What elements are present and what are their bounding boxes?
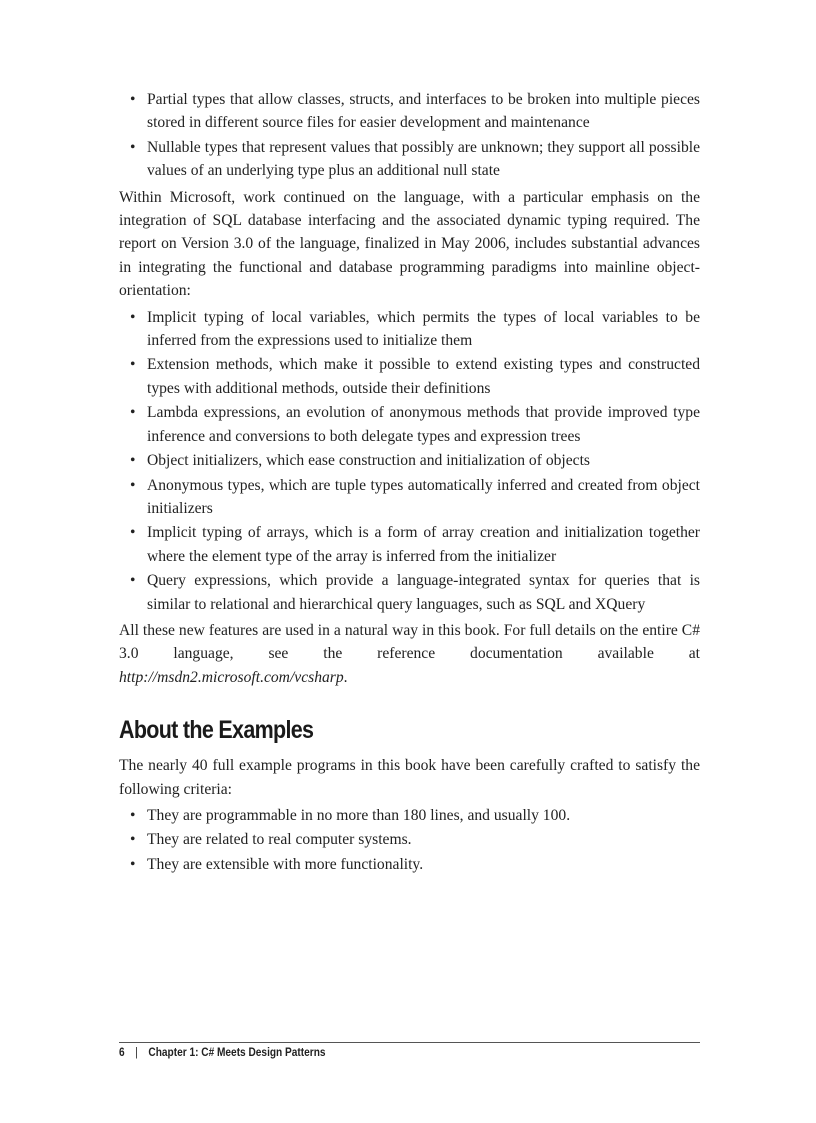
list-item: • Nullable types that represent values that possibly are unknown; they support all possible values of an underlying type plus an additional null state [119,136,700,183]
list-item: • Partial types that allow classes, structs, and interfaces to be broken into multiple pieces stored in different source files for easier development and maintenance [119,88,700,135]
bullet-icon: • [130,855,136,873]
chapter-title: Chapter 1: C# Meets Design Patterns [148,1047,326,1059]
list-item: • They are programmable in no more than 180 lines, and usually 100. [119,804,700,827]
section-heading: About the Examples [119,716,314,745]
msdn-link[interactable]: http://msdn2.microsoft.com/vcsharp [119,668,344,686]
bullet-icon: • [130,308,136,326]
bullet-list-criteria [119,804,700,876]
paragraph-examples-intro: The nearly 40 full example programs in this book have been carefully crafted to satisfy the following criteria: [119,757,700,798]
list-item: • Extension methods, which make it possible to extend existing types and constructed types with additional methods, outside their definitions [119,353,700,400]
list-item: • Implicit typing of local variables, which permits the types of local variables to be inferred from the expressions used to initialize them [119,306,700,353]
page-number: 6 [119,1047,125,1059]
bullet-icon: • [130,476,136,494]
paragraph-csharp3-intro: Within Microsoft, work continued on the language, with a particular emphasis on the integration of SQL database interfacing and the associated dynamic typing required. The report on Version 3.0 of the language, finalized in May 2006, includes substantial advances in integrating the functional and database programming paradigms into mainline object-orientation: [119,188,700,300]
bullet-icon: • [130,831,136,849]
list-item: • Query expressions, which provide a language-integrated syntax for queries that is similar to relational and hierarchical query languages, such as SQL and XQuery [119,569,700,616]
bullet-icon: • [130,91,136,108]
bullet-list-language-features-2 [119,88,700,183]
bullet-icon: • [130,806,136,824]
bullet-icon: • [130,356,136,374]
list-item: • Anonymous types, which are tuple types automatically inferred and created from object initializers [119,474,700,521]
list-item: • Implicit typing of arrays, which is a form of array creation and initialization together where the element type of the array is inferred from the initializer [119,521,700,568]
list-item: • They are extensible with more functionality. [119,853,700,876]
bullet-icon: • [130,524,136,542]
list-item: • Object initializers, which ease construction and initialization of objects [119,449,700,472]
footer-divider [119,1042,700,1043]
bullet-icon: • [130,404,136,422]
paragraph-features-usage: All these new features are used in a natural way in this book. For full details on the entire C# 3.0 language, see the reference documentation available at http://msdn2.microsoft.com/vcsharp. [119,621,700,686]
page-body [119,88,700,879]
bullet-list-csharp3-features [119,306,700,616]
footer-separator: | [135,1047,138,1059]
bullet-icon: • [130,138,136,156]
list-item: • Lambda expressions, an evolution of anonymous methods that provide improved type inference and conversions to both delegate types and expression trees [119,401,700,448]
bullet-icon: • [130,572,136,590]
bullet-icon: • [130,452,136,470]
page-footer [119,1047,326,1059]
list-item: • They are related to real computer systems. [119,828,700,851]
